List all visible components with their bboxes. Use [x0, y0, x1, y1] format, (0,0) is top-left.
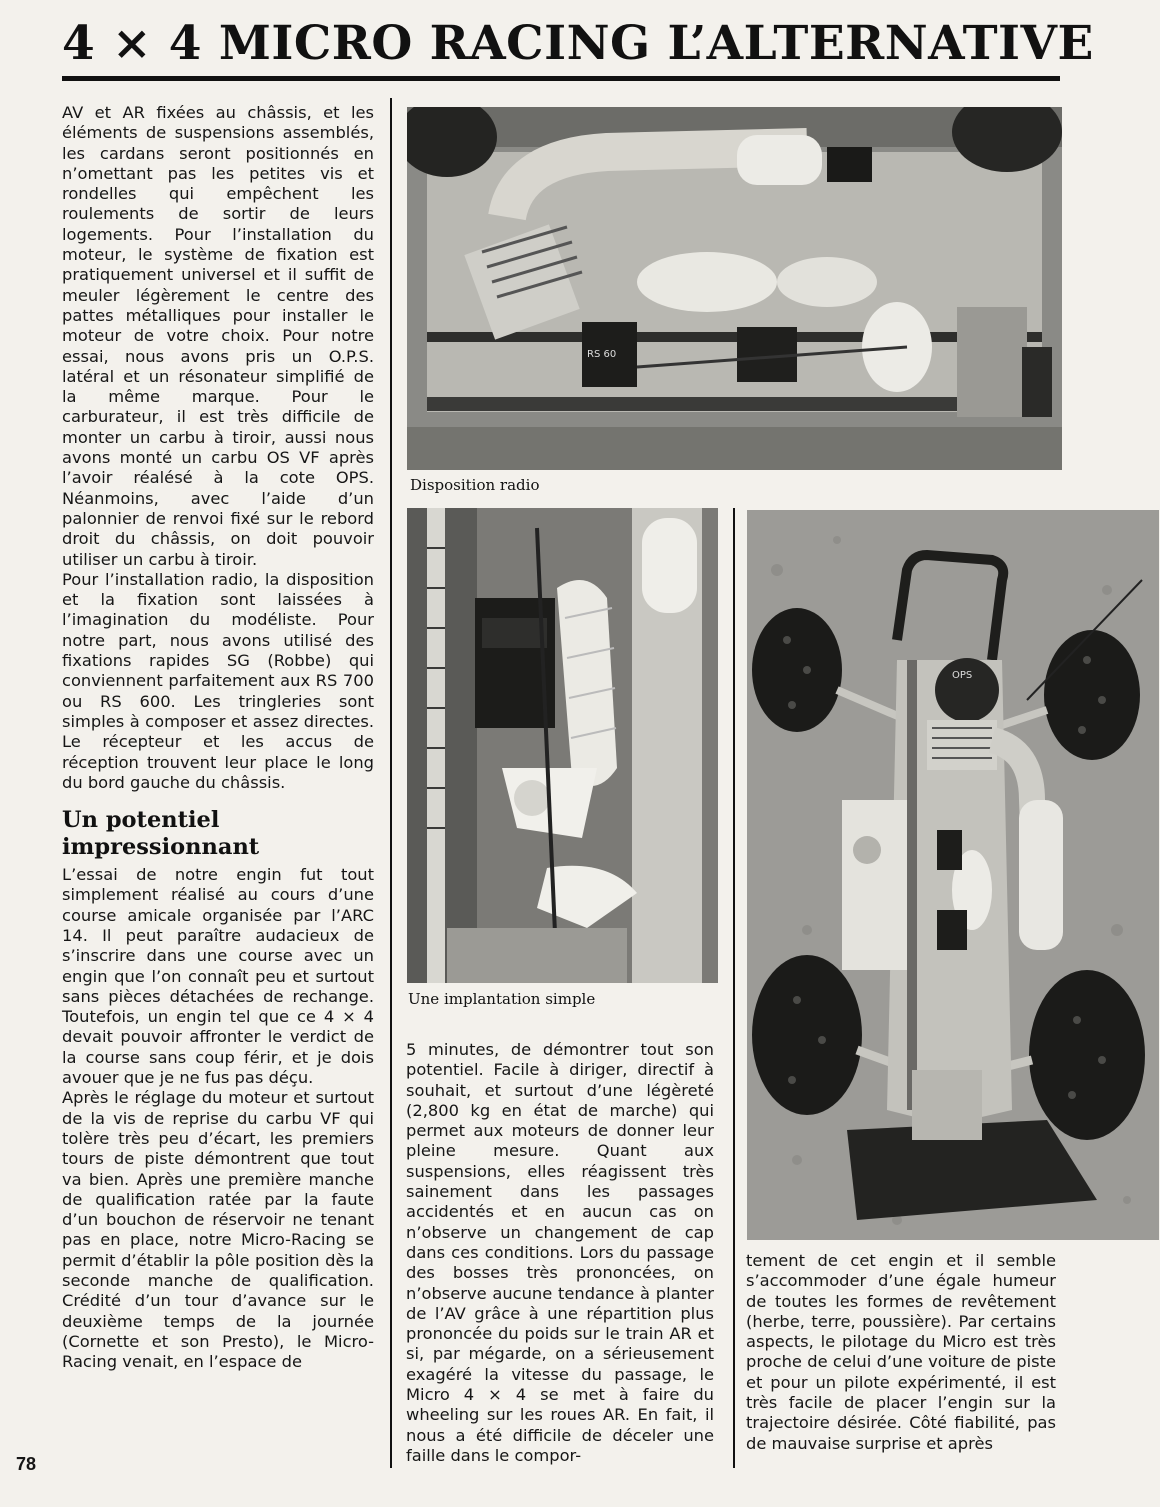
column-2 [406, 1040, 714, 1466]
engine-label: OPS [952, 670, 973, 681]
body-paragraph: Pour l’installation radio, la disposition et la fixation sont laissées à l’imagination du modéliste. Pour notre part, nous avons utilisé des fixations rapides SG (Robbe) qui conviennent parfaitement aux RS 700 ou RS 600. Les tringleries sont simples à composer et assez directes. Le récepteur et les accus de réception trouvent leur place le long du bord gauche du châssis. [62, 569, 374, 792]
column-rule-right [733, 508, 735, 1468]
subheading: Un potentiel impressionnant [62, 807, 260, 861]
caption-implantation: Une implantation simple [408, 990, 596, 1008]
servo-label: RS 60 [587, 349, 617, 360]
body-paragraph: AV et AR fixées au châssis, et les éléments de suspensions assemblés, les cardans seront positionnés en n’omettant pas les petites vis et rondelles qui empêchent les roulements de sortir de leurs logements. Pour l’installation du moteur, le système de fixation est pratiquement universel et il suffit de meuler légèrement le centre des pattes métalliques pour installer le moteur de votre choix. Pour notre essai, nous avons pris un O.P.S. latéral et un résonateur simplifié de la même marque. Pour le carburateur, il est très difficile de monter un carbu à tiroir, aussi nous avons monté un carbu OS VF après l’avoir réalésé à la cote OPS. Néanmoins, avec l’aide d’un palonnier de renvoi fixé sur le rebord droit du châssis, on doit pouvoir utiliser un carbu à tiroir. [62, 103, 374, 569]
column-3 [746, 1251, 1056, 1454]
body-paragraph: tement de cet engin et il semble s’accommoder d’une égale humeur de toutes les formes de revêtement (herbe, terre, poussière). Par certains aspects, le pilotage du Micro est très proche de celui d’une voiture de piste et pour un pilote expérimenté, il est très facile de placer l’engin sur la trajectoire désirée. Côté fiabilité, pas de mauvaise surprise et après [746, 1251, 1056, 1453]
photo-simple-installation [407, 508, 718, 983]
column-rule-left [390, 98, 392, 1468]
caption-radio: Disposition radio [410, 476, 540, 494]
page-number: 78 [16, 1454, 37, 1474]
body-paragraph: 5 minutes, de démontrer tout son potentiel. Facile à diriger, directif à souhait, et surtout d’une légèreté (2,800 kg en état de marche) qui permet aux moteurs de donner leur pleine mesure. Quant aux suspensions, elles réagissent très sainement dans les passages accidentés et en aucun cas on n’observe un changement de cap dans ces conditions. Lors du passage des bosses très prononcées, on n’observe aucune tendance à planter de l’AV grâce à une répartition plus prononcée du poids sur le train AR et si, par mégarde, on a sérieusement exagéré la vitesse du passage, le Micro 4 × 4 se met à faire du wheeling sur les roues AR. En fait, il nous a été difficile de déceler une faille dans le compor- [406, 1040, 714, 1465]
body-paragraph: L’essai de notre engin fut tout simplement réalisé au cours d’une course amicale organisée par l’ARC 14. Il peut paraître audacieux de s’inscrire dans une course avec un engin que l’on connaît peu et surtout sans pièces détachées de rechange. Toutefois, un engin tel que ce 4 × 4 devait pouvoir affronter le verdict de la course sans coup férir, et je dois avouer que je ne fus pas déçu. [62, 865, 374, 1088]
column-1 [62, 103, 374, 1373]
headline: 4 × 4 MICRO RACING L’ALTERNATIVE [62, 16, 1094, 71]
photo-full-car [747, 510, 1159, 1240]
headline-rule [62, 76, 1060, 81]
body-paragraph: Après le réglage du moteur et surtout de la vis de reprise du carbu VF qui tolère très peu d’écart, les premiers tours de piste démontrent que tout va bien. Après une première manche de qualification ratée par la faute d’un bouchon de réservoir ne tenant pas en place, notre Micro-Racing se permit d’établir la pôle position dès la seconde manche de qualification. Crédité d’un tour d’avance sur le deuxième temps de la journée (Cornette et son Presto), le Micro-Racing venait, en l’espace de [62, 1088, 374, 1372]
photo-radio-layout [407, 107, 1062, 470]
